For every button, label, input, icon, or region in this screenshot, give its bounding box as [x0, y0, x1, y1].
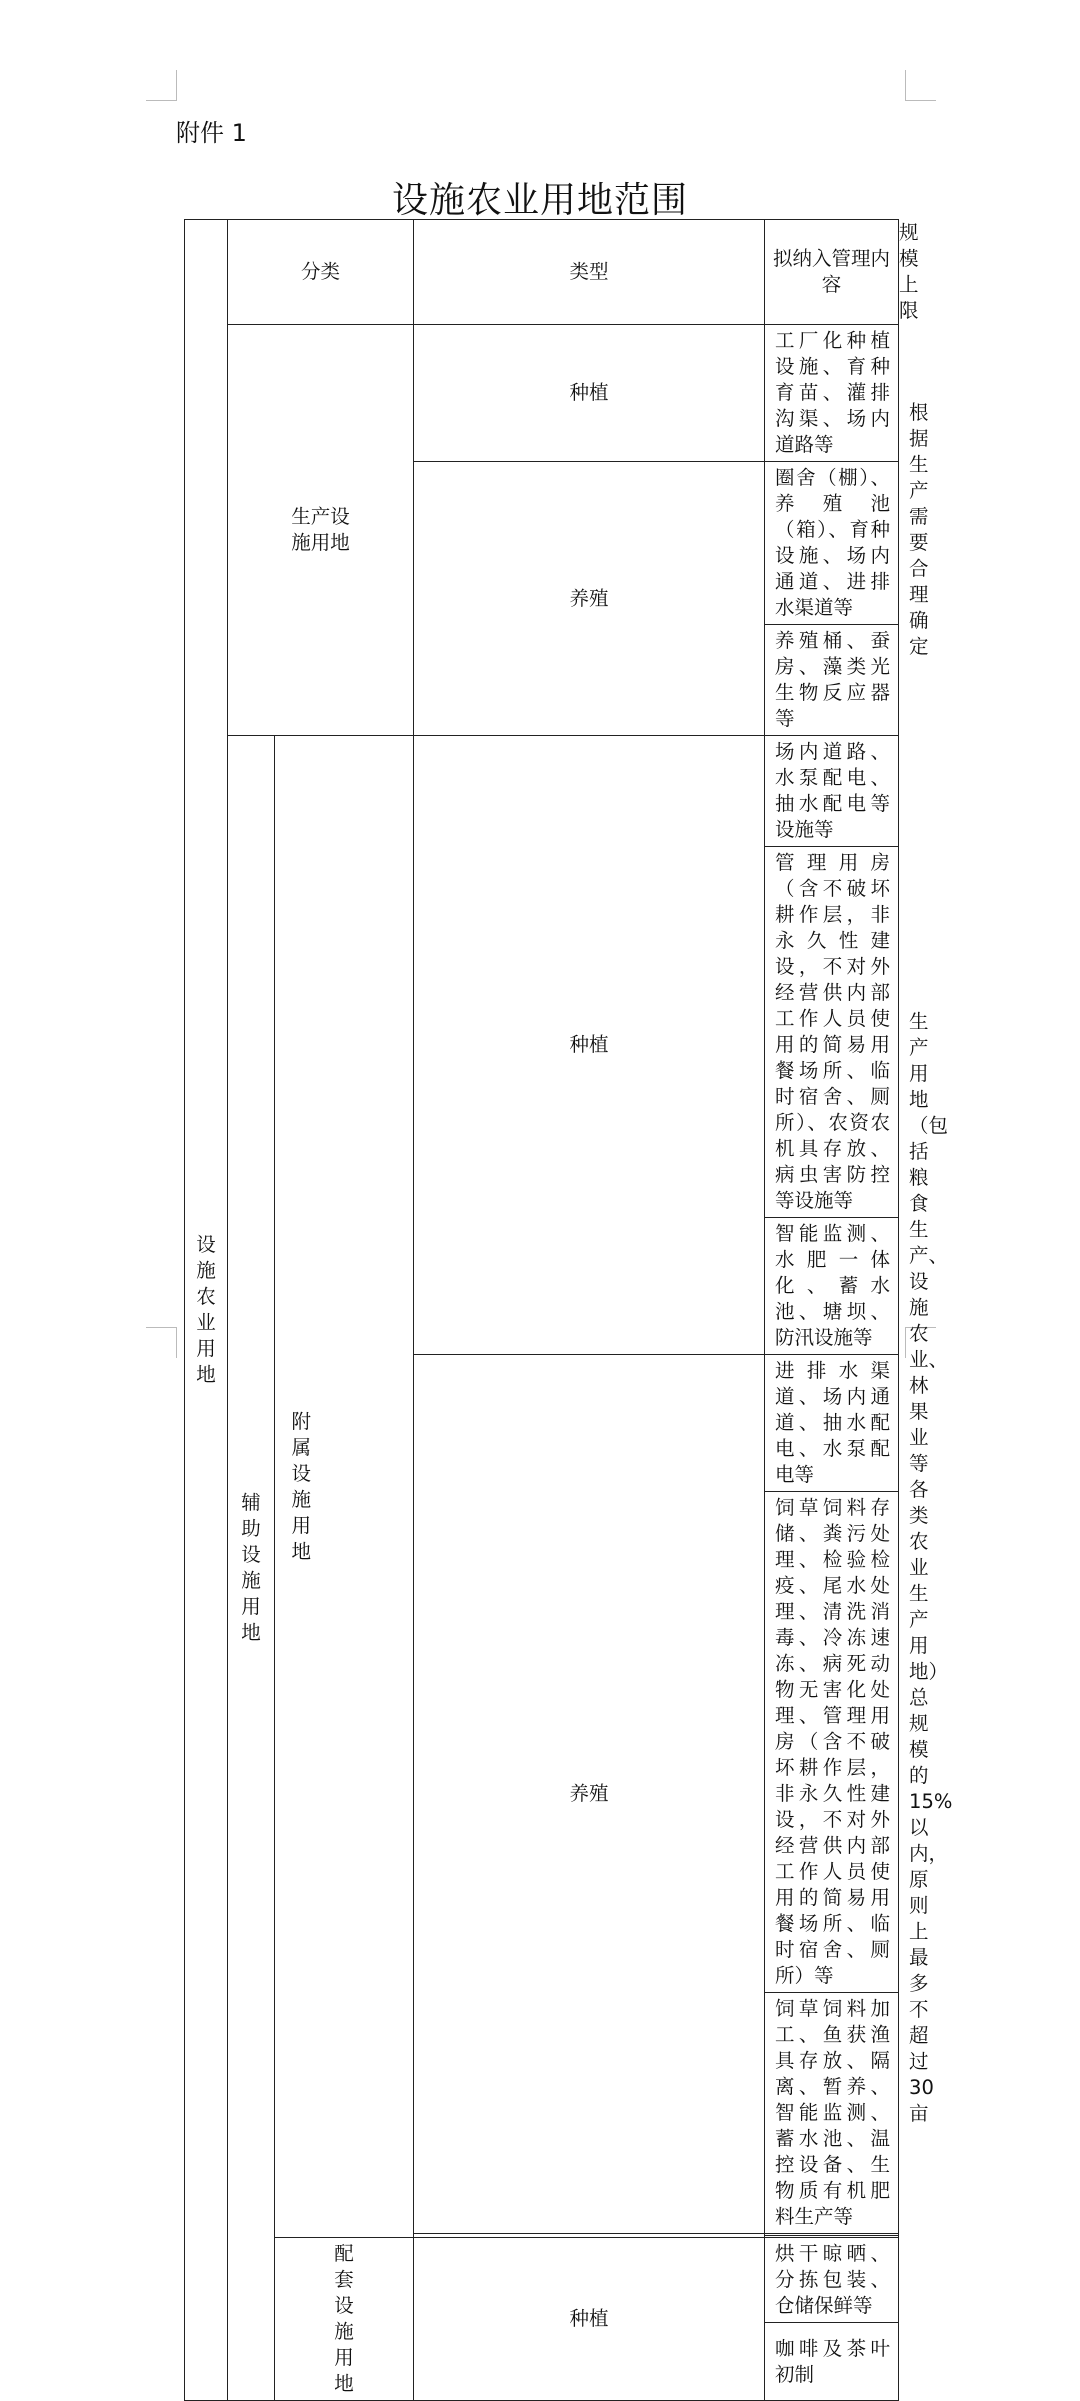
attached-category-cell: 附属设施用地	[275, 736, 328, 2238]
production-category-cell: 生产设施用地	[228, 325, 414, 736]
corner-mark-bottom-left	[146, 1327, 177, 1358]
page-title: 设施农业用地范围	[391, 180, 688, 221]
auxiliary-category-cell: 辅助设施用地	[228, 736, 275, 2401]
content-cell: 场内道路、水泵配电、抽水配电等设施等	[765, 736, 899, 847]
corner-mark-top-right	[905, 70, 936, 101]
content-cell: 管理用房（含不破坏耕作层，非永久性建设，不对外经营供内部工作人员使用的简易用餐场所、临时宿舍、厕所）、农资农机具存放、病虫害防控等设施等	[765, 847, 899, 1218]
land-scope-table	[184, 219, 953, 2401]
header-category: 分类	[228, 220, 414, 325]
main-category-cell: 设施农业用地	[185, 220, 228, 2401]
header-row: 设施农业用地 分类 类型 拟纳入管理内容 规模上限	[185, 220, 899, 325]
table-row: 辅助设施用地 附属设施用地 种植 场内道路、水泵配电、抽水配电等设施等 生产用地（包括粮食生产、设施农业、林果业等各类农业生产用地）总规模的15%以内，原则上最多不超过 30亩	[185, 736, 899, 847]
table-row: 生产设施用地 种植 工厂化种植设施、育种育苗、灌排沟渠、场内道路等 根据生产需要合理确定	[185, 325, 899, 462]
content-cell: 圈舍（棚）、养殖池（箱）、育种设施、场内通道、进排水渠道等	[765, 462, 899, 625]
content-cell: 进排水渠道、场内通道、抽水配电、水泵配电等	[765, 1355, 899, 1492]
production-planting-type: 种植	[414, 325, 765, 462]
attached-breeding-type: 养殖	[414, 1355, 765, 2234]
header-type: 类型	[414, 220, 765, 325]
content-cell: 智能监测、水肥一体化、蓄水池、塘坝、防汛设施等	[765, 1218, 899, 1355]
content-cell: 工厂化种植设施、育种育苗、灌排沟渠、场内道路等	[765, 325, 899, 462]
content-cell: 饲草饲料加工、鱼获渔具存放、隔离、暂养、智能监测、蓄水池、温控设备、生物质有机肥料生产等	[765, 1993, 899, 2234]
attached-spacer-cell	[328, 736, 414, 2238]
corner-mark-top-left	[146, 70, 177, 101]
content-cell: 咖啡及茶叶初制	[765, 2323, 899, 2401]
content-cell: 烘干晾晒、分拣包装、仓储保鲜等	[765, 2238, 899, 2323]
production-breeding-type: 养殖	[414, 462, 765, 736]
attached-planting-type: 种植	[414, 736, 765, 1355]
attachment-label: 附件 1	[176, 119, 247, 147]
table-row	[185, 2238, 899, 2323]
header-content: 拟纳入管理内容	[765, 220, 899, 325]
supporting-planting-type: 种植	[414, 2238, 765, 2401]
supporting-category-cell: 配套设施用地	[275, 2238, 414, 2401]
content-cell: 养殖桶、蚕房、藻类光生物反应器等	[765, 625, 899, 736]
content-cell: 饲草饲料存储、粪污处理、检验检疫、尾水处理、清洗消毒、冷冻速冻、病死动物无害化处理、管理用房（含不破坏耕作层，非永久性建设，不对外经营供内部工作人员使用的简易用餐场所、临时宿舍、厕所）等	[765, 1492, 899, 1993]
